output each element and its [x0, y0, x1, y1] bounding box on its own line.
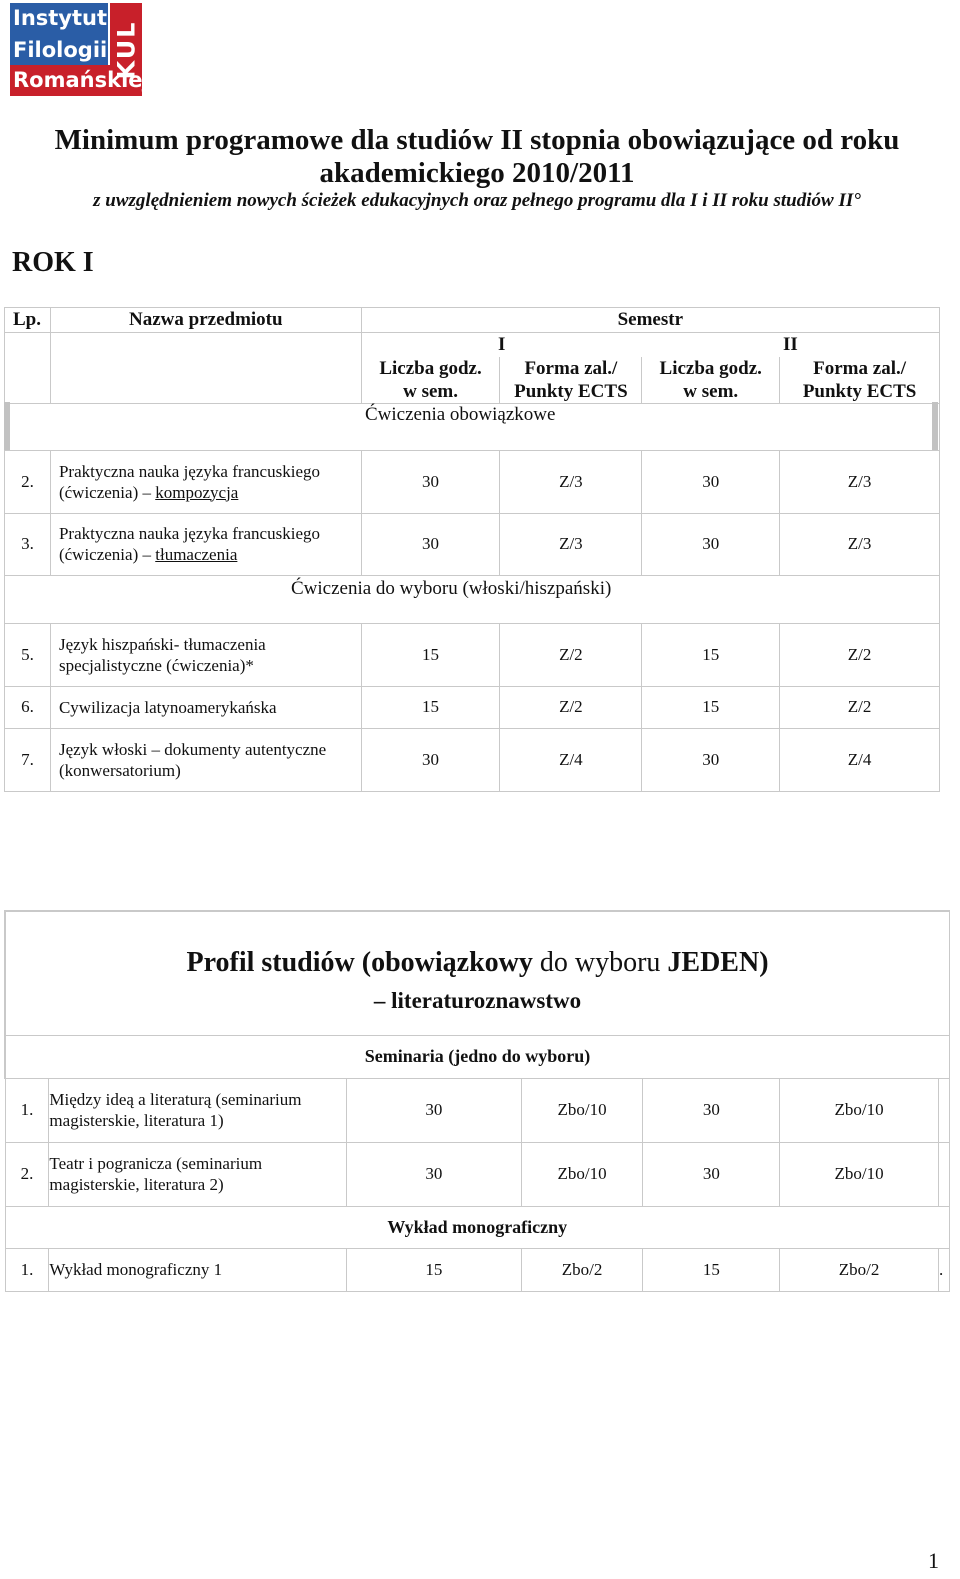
gray-bar-left — [4, 402, 10, 450]
row-name-l1: Język włoski – dokumenty autentyczne — [58, 739, 327, 759]
header-semestr: Semestr — [361, 308, 939, 333]
row-form-2: Zbo/2 — [780, 1248, 939, 1291]
table-row — [5, 623, 940, 686]
row-form-2: Zbo/10 — [780, 1078, 939, 1142]
profile-heading-c: JEDEN) — [667, 947, 769, 979]
table-row — [5, 1248, 950, 1291]
logo-line-3: Romańskiej — [13, 68, 150, 92]
document-title — [0, 124, 954, 190]
table-row — [5, 450, 940, 513]
row-hours-2: 15 — [642, 623, 780, 686]
row-name — [50, 450, 361, 513]
header-hours-2-l1: Liczba godz. — [659, 357, 762, 379]
row-hours-1: 30 — [361, 728, 500, 791]
header-name: Nazwa przedmiotu — [50, 308, 361, 333]
header-sem-1: I — [361, 333, 642, 357]
header-blank-lp — [5, 333, 51, 404]
header-hours-1-l2: w sem. — [403, 380, 458, 402]
header-blank-name — [50, 333, 361, 404]
row-form-1: Z/2 — [500, 623, 642, 686]
row-name-l1: Język hiszpański- tłumaczenia — [58, 634, 266, 654]
header-lp: Lp. — [5, 308, 51, 333]
row-lp: 3. — [5, 513, 51, 575]
header-hours-2 — [642, 357, 780, 404]
header-form-2-l2: Punkty ECTS — [802, 380, 917, 402]
row-hours-1: 15 — [361, 686, 500, 728]
row-lp: 7. — [5, 728, 51, 791]
row-hours-1: 30 — [361, 450, 500, 513]
row-form-2: Zbo/10 — [780, 1142, 939, 1206]
row-name — [50, 728, 361, 791]
section-elective: Ćwiczenia do wyboru (włoski/hiszpański) — [5, 575, 940, 623]
row-name-l1: Praktyczna nauka języka francuskiego — [58, 461, 320, 481]
row-hours-1: 30 — [346, 1142, 521, 1206]
row-name-l1: Praktyczna nauka języka francuskiego — [58, 524, 320, 543]
row-form-1: Zbo/10 — [521, 1142, 643, 1206]
row-hours-1: 15 — [361, 623, 500, 686]
row-name-l2 — [59, 482, 361, 503]
row-hours-1: 30 — [361, 513, 500, 575]
institute-logo — [10, 3, 150, 96]
row-form-2: Z/3 — [780, 513, 940, 575]
profile-heading-l2: – literaturoznawstwo — [373, 988, 582, 1014]
row-extra: . — [938, 1248, 949, 1291]
row-form-1: Zbo/2 — [521, 1248, 643, 1291]
profile-table — [4, 910, 950, 1292]
profile-heading — [5, 911, 950, 1035]
profile-heading-b: do wyboru — [539, 947, 668, 979]
row-name-l2: magisterskie, literatura 1) — [49, 1111, 224, 1130]
row-hours-2: 30 — [642, 450, 780, 513]
row-form-1: Z/2 — [500, 686, 642, 728]
row-name-l2: magisterskie, literatura 2) — [49, 1175, 224, 1194]
row-name-l2b: kompozycja — [155, 482, 239, 502]
row-form-2: Z/4 — [780, 728, 940, 791]
row-hours-2: 30 — [643, 1078, 780, 1142]
year-heading: ROK I — [12, 247, 94, 278]
row-lp: 2. — [5, 1142, 49, 1206]
header-form-1 — [500, 357, 642, 404]
header-hours-2-l2: w sem. — [683, 380, 739, 402]
row-hours-1: 15 — [346, 1248, 521, 1291]
row-lp: 1. — [5, 1248, 49, 1291]
row-extra — [938, 1142, 949, 1206]
row-name: Wykład monograficzny 1 — [49, 1248, 347, 1291]
table-row — [5, 728, 940, 791]
row-hours-2: 15 — [642, 686, 780, 728]
table-row — [5, 513, 940, 575]
row-hours-2: 30 — [643, 1142, 780, 1206]
row-form-2: Z/3 — [780, 450, 940, 513]
row-form-2: Z/2 — [780, 623, 940, 686]
header-form-1-l1: Forma zal./ — [524, 357, 618, 379]
header-sem-2: II — [642, 333, 940, 357]
page-number: 1 — [928, 1548, 939, 1573]
gray-bar-right — [932, 402, 938, 450]
row-name — [50, 513, 361, 575]
row-name-l2a: (ćwiczenia) – — [58, 482, 156, 502]
row-lp: 6. — [5, 686, 51, 728]
row-form-1: Z/3 — [500, 513, 642, 575]
row-name-l2: (konwersatorium) — [58, 760, 181, 780]
header-form-2-l1: Forma zal./ — [813, 357, 906, 379]
profile-heading-a: Profil studiów (obowiązkowy — [186, 947, 540, 979]
row-name-l2a: (ćwiczenia) – — [58, 545, 156, 564]
row-name-l1: Między ideą a literaturą (seminarium — [49, 1090, 302, 1109]
logo-line-2: Filologii — [13, 38, 108, 62]
row-hours-1: 30 — [346, 1078, 521, 1142]
row-name — [49, 1142, 347, 1206]
row-form-1: Zbo/10 — [521, 1078, 643, 1142]
year-one-table — [4, 307, 940, 792]
row-form-1: Z/4 — [500, 728, 642, 791]
row-lp: 5. — [5, 623, 51, 686]
logo-kul — [110, 3, 142, 96]
section-obligatory: Ćwiczenia obowiązkowe — [5, 403, 940, 450]
row-form-1: Z/3 — [500, 450, 642, 513]
row-hours-2: 30 — [642, 728, 780, 791]
row-name: Cywilizacja latynoamerykańska — [50, 686, 361, 728]
logo-kul-text: KUL — [112, 20, 140, 79]
row-extra — [938, 1078, 949, 1142]
header-form-1-l2: Punkty ECTS — [514, 380, 628, 402]
document-subtitle: z uwzględnieniem nowych ścieżek edukacyjnych oraz pełnego programu dla I i II roku studiów II° — [93, 190, 861, 211]
header-form-2 — [780, 357, 940, 404]
table-row — [5, 686, 940, 728]
table-row — [5, 1078, 950, 1142]
row-form-2: Z/2 — [780, 686, 940, 728]
row-lp: 2. — [5, 450, 51, 513]
row-name-l1: Teatr i pogranicza (seminarium — [49, 1154, 263, 1173]
row-hours-2: 30 — [642, 513, 780, 575]
section-wyklad: Wykład monograficzny — [5, 1206, 950, 1248]
title-line-2: akademickiego 2010/2011 — [319, 157, 635, 189]
row-name-l2: specjalistyczne (ćwiczenia)* — [58, 655, 254, 675]
row-name — [50, 623, 361, 686]
header-hours-1-l1: Liczba godz. — [379, 357, 482, 379]
row-name-l2 — [59, 544, 361, 565]
title-line-1: Minimum programowe dla studiów II stopnia obowiązujące od roku — [54, 124, 900, 156]
row-name-l2b: tłumaczenia — [155, 545, 238, 564]
table-row — [5, 1142, 950, 1206]
row-lp: 1. — [5, 1078, 49, 1142]
row-name — [49, 1078, 347, 1142]
section-seminaria: Seminaria (jedno do wyboru) — [5, 1035, 950, 1078]
header-hours-1 — [361, 357, 500, 404]
logo-line-1: Instytut — [13, 6, 108, 30]
profile-heading-l1 — [6, 942, 949, 984]
row-hours-2: 15 — [643, 1248, 780, 1291]
